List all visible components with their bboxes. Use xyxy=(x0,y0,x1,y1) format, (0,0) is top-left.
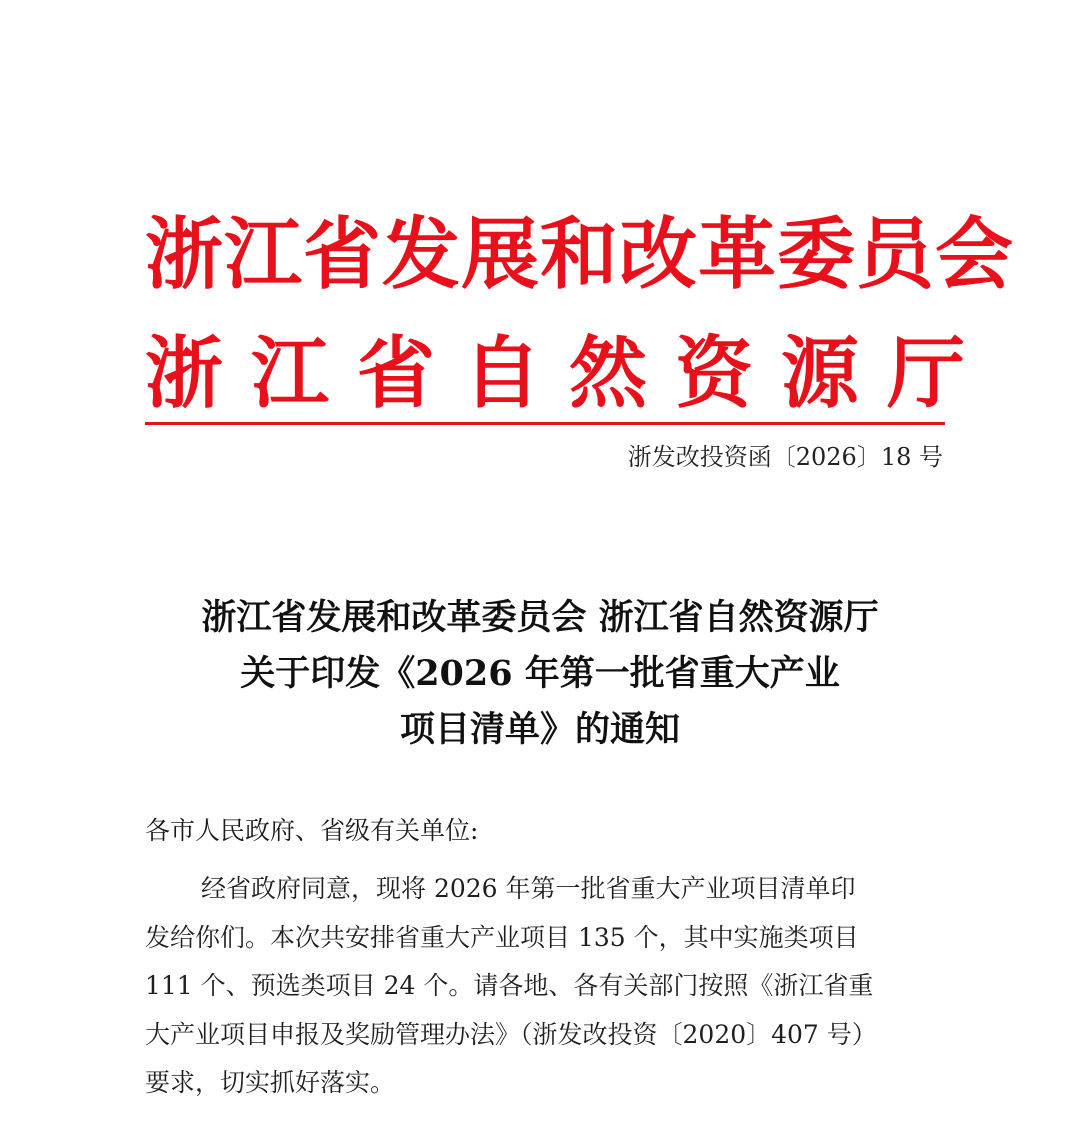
body-line: 要求，切实抓好落实。 xyxy=(145,1068,396,1097)
body-paragraph xyxy=(145,865,945,1108)
letterhead-org-1: 浙江省发展和改革委员会 xyxy=(145,209,1015,300)
title-line-3: 项目清单》的通知 xyxy=(399,709,680,750)
recipient-line: 各市人民政府、省级有关单位: xyxy=(145,816,479,845)
title-line-1: 浙江省发展和改革委员会 浙江省自然资源厅 xyxy=(201,597,879,638)
document-number: 浙发改投资函〔2026〕18 号 xyxy=(627,443,943,471)
letterhead-divider xyxy=(145,422,945,425)
body-line: 发给你们。本次共安排省重大产业项目 135 个，其中实施类项目 xyxy=(145,922,859,952)
body-line: 大产业项目申报及奖励管理办法》（浙发改投资〔2020〕407 号） xyxy=(145,1019,877,1049)
body-line: 经省政府同意，现将 2026 年第一批省重大产业项目清单印 xyxy=(201,874,856,903)
title-line-2: 关于印发《2026 年第一批省重大产业 xyxy=(240,653,840,694)
letterhead-org-2: 浙江省自然资源厅 xyxy=(145,328,994,419)
body-line: 111 个、预选类项目 24 个。请各地、各有关部门按照《浙江省重 xyxy=(145,971,874,1000)
document-title xyxy=(110,590,970,758)
